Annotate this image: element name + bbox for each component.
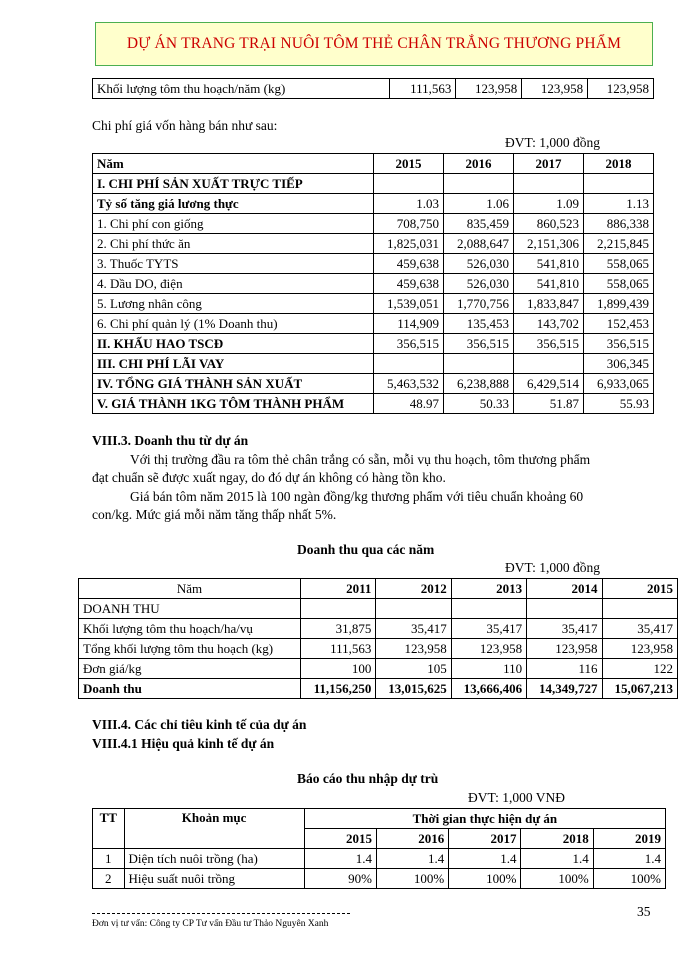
row-label: 6. Chi phí quản lý (1% Doanh thu) xyxy=(93,314,374,334)
table-row xyxy=(93,334,654,354)
cell: 51.87 xyxy=(513,394,583,414)
year-header: 2015 xyxy=(304,829,376,849)
harvest-value: 123,958 xyxy=(588,79,654,99)
harvest-table xyxy=(92,78,654,99)
cell: 526,030 xyxy=(443,274,513,294)
cell xyxy=(443,354,513,374)
cell xyxy=(451,599,526,619)
column-header: 2015 xyxy=(374,154,444,174)
table-row xyxy=(93,174,654,194)
cell: 356,515 xyxy=(583,334,653,354)
cell: 459,638 xyxy=(374,254,444,274)
cell xyxy=(376,599,451,619)
row-label: IV. TỔNG GIÁ THÀNH SẢN XUẤT xyxy=(93,374,374,394)
column-header: Năm xyxy=(93,154,374,174)
column-header: Năm xyxy=(79,579,301,599)
footer-text: Đơn vị tư vấn: Công ty CP Tư vấn Đầu tư Thảo Nguyên Xanh xyxy=(92,919,329,929)
document-header xyxy=(95,22,653,66)
harvest-label: Khối lượng tôm thu hoạch/năm (kg) xyxy=(93,79,390,99)
cell: 306,345 xyxy=(583,354,653,374)
cell: 123,958 xyxy=(376,639,451,659)
paragraph-line: đạt chuẩn sẽ được xuất ngay, do đó dự án không có hàng tồn kho. xyxy=(92,470,446,485)
cell xyxy=(602,599,677,619)
row-label: Tỷ số tăng giá lương thực xyxy=(93,194,374,214)
column-header: 2018 xyxy=(583,154,653,174)
table-header-row xyxy=(93,154,654,174)
cell: 541,810 xyxy=(513,254,583,274)
paragraph-line: con/kg. Mức giá mỗi năm tăng thấp nhất 5%. xyxy=(92,507,337,522)
table-caption: Báo cáo thu nhập dự trù xyxy=(297,771,439,786)
table-row xyxy=(93,374,654,394)
cell: 6,933,065 xyxy=(583,374,653,394)
year-header: 2019 xyxy=(593,829,665,849)
cell: 541,810 xyxy=(513,274,583,294)
income-unit: ĐVT: 1,000 VNĐ xyxy=(468,790,565,805)
cell: 35,417 xyxy=(451,619,526,639)
year-header: 2016 xyxy=(376,829,448,849)
subsection-heading: VIII.4.1 Hiệu quả kinh tế dự án xyxy=(92,736,275,751)
row-label: V. GIÁ THÀNH 1KG TÔM THÀNH PHẨM xyxy=(93,394,374,414)
column-header: 2011 xyxy=(300,579,375,599)
cell: 1.4 xyxy=(376,849,448,869)
row-label: DOANH THU xyxy=(79,599,301,619)
cell: 123,958 xyxy=(451,639,526,659)
cell: 35,417 xyxy=(527,619,602,639)
section-heading: VIII.3. Doanh thu từ dự án xyxy=(92,433,249,448)
cell: 100% xyxy=(376,869,448,889)
cell: 5,463,532 xyxy=(374,374,444,394)
table-row xyxy=(93,849,666,869)
table-row xyxy=(93,354,654,374)
row-label: 1. Chi phí con giống xyxy=(93,214,374,234)
row-label: 4. Dầu DO, điện xyxy=(93,274,374,294)
table-row xyxy=(93,214,654,234)
paragraph-line: Giá bán tôm năm 2015 là 100 ngàn đồng/kg thương phẩm với tiêu chuẩn khoảng 60 xyxy=(130,489,584,504)
cell xyxy=(374,354,444,374)
income-table xyxy=(92,808,666,889)
column-header: 2013 xyxy=(451,579,526,599)
table-row xyxy=(93,869,666,889)
cell: 123,958 xyxy=(527,639,602,659)
paragraph-line: Với thị trường đầu ra tôm thẻ chân trắng có sẵn, mỗi vụ thu hoạch, tôm thương phẩm xyxy=(130,452,591,467)
cell: 708,750 xyxy=(374,214,444,234)
table-header-row xyxy=(93,809,666,829)
row-label: Đơn giá/kg xyxy=(79,659,301,679)
column-header: 2012 xyxy=(376,579,451,599)
table-row xyxy=(93,394,654,414)
cell: 100% xyxy=(521,869,593,889)
row-label: Khối lượng tôm thu hoạch/ha/vụ xyxy=(79,619,301,639)
cell: 2,151,306 xyxy=(513,234,583,254)
column-header: 2017 xyxy=(513,154,583,174)
footer-divider xyxy=(92,913,350,914)
row-label: 5. Lương nhân công xyxy=(93,294,374,314)
cost-intro: Chi phí giá vốn hàng bán như sau: xyxy=(92,118,278,133)
cell xyxy=(513,354,583,374)
cell: 35,417 xyxy=(376,619,451,639)
column-header: 2016 xyxy=(443,154,513,174)
cell: 48.97 xyxy=(374,394,444,414)
cell: 114,909 xyxy=(374,314,444,334)
row-label: III. CHI PHÍ LÃI VAY xyxy=(93,354,374,374)
cell: 100% xyxy=(593,869,665,889)
cell: 135,453 xyxy=(443,314,513,334)
table-row xyxy=(79,639,678,659)
cell: 526,030 xyxy=(443,254,513,274)
cell: 6,429,514 xyxy=(513,374,583,394)
cell: 90% xyxy=(304,869,376,889)
cell: 860,523 xyxy=(513,214,583,234)
row-number: 1 xyxy=(93,849,125,869)
cell: 1.4 xyxy=(449,849,521,869)
row-label: Doanh thu xyxy=(79,679,301,699)
cell: 1.4 xyxy=(304,849,376,869)
revenue-table xyxy=(78,578,678,699)
cell xyxy=(527,599,602,619)
cell: 1.13 xyxy=(583,194,653,214)
cell: 6,238,888 xyxy=(443,374,513,394)
cell: 15,067,213 xyxy=(602,679,677,699)
table-row xyxy=(79,599,678,619)
cell: 558,065 xyxy=(583,254,653,274)
table-row xyxy=(93,294,654,314)
cell: 2,088,647 xyxy=(443,234,513,254)
harvest-value: 111,563 xyxy=(390,79,456,99)
cell: 50.33 xyxy=(443,394,513,414)
cell: 111,563 xyxy=(300,639,375,659)
cell: 14,349,727 xyxy=(527,679,602,699)
table-row xyxy=(93,234,654,254)
cell: 143,702 xyxy=(513,314,583,334)
column-header: 2015 xyxy=(602,579,677,599)
cell: 459,638 xyxy=(374,274,444,294)
cell xyxy=(374,174,444,194)
revenue-unit: ĐVT: 1,000 đồng xyxy=(505,560,600,575)
harvest-value: 123,958 xyxy=(456,79,522,99)
cell: 123,958 xyxy=(602,639,677,659)
table-row xyxy=(93,274,654,294)
table-row xyxy=(79,679,678,699)
cell xyxy=(443,174,513,194)
row-label: II. KHẤU HAO TSCĐ xyxy=(93,334,374,354)
cell: 356,515 xyxy=(513,334,583,354)
table-row xyxy=(79,619,678,639)
cost-table xyxy=(92,153,654,414)
column-header: Thời gian thực hiện dự án xyxy=(304,809,665,829)
cell: 13,666,406 xyxy=(451,679,526,699)
table-row xyxy=(93,194,654,214)
cell: 1,539,051 xyxy=(374,294,444,314)
cell: 1.06 xyxy=(443,194,513,214)
cell: 1.09 xyxy=(513,194,583,214)
cell: 100 xyxy=(300,659,375,679)
cell: 1,899,439 xyxy=(583,294,653,314)
section-heading: VIII.4. Các chỉ tiêu kinh tế của dự án xyxy=(92,717,307,732)
cell: 886,338 xyxy=(583,214,653,234)
cell: 1.4 xyxy=(521,849,593,869)
cell: 122 xyxy=(602,659,677,679)
column-header: TT xyxy=(93,809,125,849)
cell: 835,459 xyxy=(443,214,513,234)
year-header: 2017 xyxy=(449,829,521,849)
table-header-row xyxy=(79,579,678,599)
cell: 31,875 xyxy=(300,619,375,639)
row-label: Hiệu suất nuôi trồng xyxy=(124,869,304,889)
cell: 2,215,845 xyxy=(583,234,653,254)
cell: 35,417 xyxy=(602,619,677,639)
cell xyxy=(300,599,375,619)
row-label: Diện tích nuôi trồng (ha) xyxy=(124,849,304,869)
cell xyxy=(583,174,653,194)
cell: 558,065 xyxy=(583,274,653,294)
row-label: I. CHI PHÍ SẢN XUẤT TRỰC TIẾP xyxy=(93,174,374,194)
column-header: Khoản mục xyxy=(124,809,304,849)
cell: 1.03 xyxy=(374,194,444,214)
cell: 11,156,250 xyxy=(300,679,375,699)
row-number: 2 xyxy=(93,869,125,889)
cell: 356,515 xyxy=(374,334,444,354)
cell: 105 xyxy=(376,659,451,679)
cell: 55.93 xyxy=(583,394,653,414)
cell: 110 xyxy=(451,659,526,679)
cell: 1.4 xyxy=(593,849,665,869)
page-number: 35 xyxy=(637,904,651,919)
cell: 152,453 xyxy=(583,314,653,334)
column-header: 2014 xyxy=(527,579,602,599)
cell: 100% xyxy=(449,869,521,889)
table-caption: Doanh thu qua các năm xyxy=(297,542,435,557)
table-row xyxy=(93,254,654,274)
cell: 116 xyxy=(527,659,602,679)
table-row xyxy=(79,659,678,679)
document-title: DỰ ÁN TRANG TRẠI NUÔI TÔM THẺ CHÂN TRẮNG THƯƠNG PHẨM xyxy=(126,35,622,52)
cost-unit: ĐVT: 1,000 đồng xyxy=(505,135,600,150)
cell: 1,770,756 xyxy=(443,294,513,314)
cell: 13,015,625 xyxy=(376,679,451,699)
cell: 356,515 xyxy=(443,334,513,354)
harvest-value: 123,958 xyxy=(522,79,588,99)
cell xyxy=(513,174,583,194)
row-label: Tổng khối lượng tôm thu hoạch (kg) xyxy=(79,639,301,659)
row-label: 3. Thuốc TYTS xyxy=(93,254,374,274)
table-row xyxy=(93,314,654,334)
table-row xyxy=(93,79,654,99)
year-header: 2018 xyxy=(521,829,593,849)
cell: 1,825,031 xyxy=(374,234,444,254)
row-label: 2. Chi phí thức ăn xyxy=(93,234,374,254)
cell: 1,833,847 xyxy=(513,294,583,314)
